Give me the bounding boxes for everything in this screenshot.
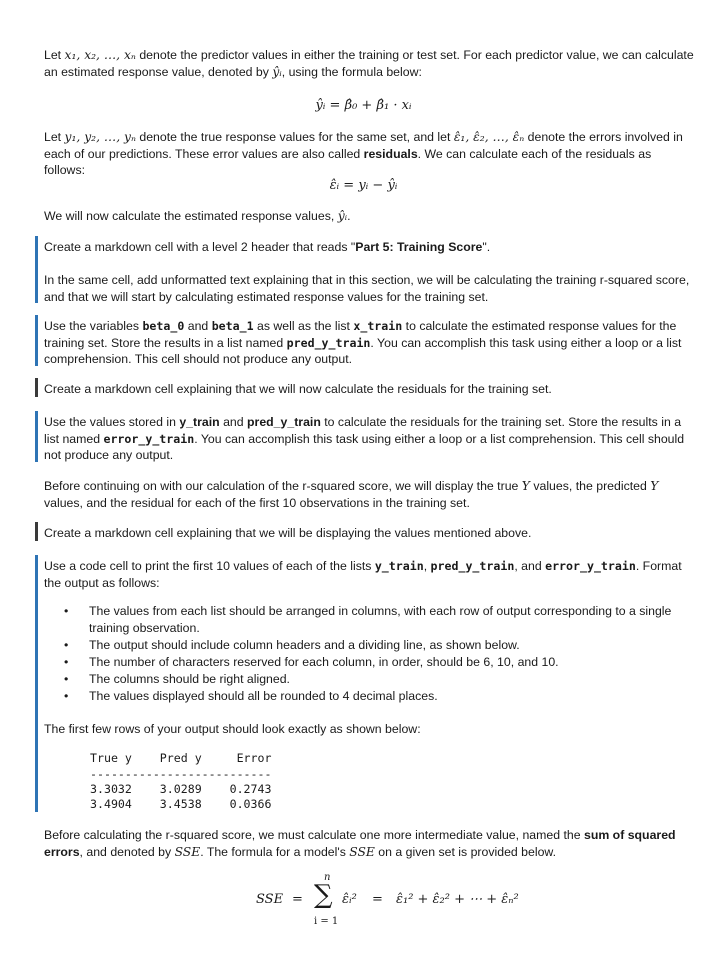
instruction-bar: [35, 522, 38, 541]
equals-sign: =: [292, 892, 303, 907]
sum-expansion: ε̂₁² + ε̂₂² + ⋯ + ε̂ₙ²: [396, 892, 519, 907]
code-output-divider: --------------------------: [90, 767, 272, 781]
list-item: • The output should include column headers and a dividing line, as shown below.: [64, 637, 520, 652]
equation-residual: ε̂ᵢ = yᵢ − ŷᵢ: [329, 178, 398, 193]
sse-lhs: SSE: [256, 892, 284, 907]
summation-symbol: ∑: [314, 880, 333, 910]
equals-sign: =: [372, 892, 383, 907]
paragraph-predictors: Let x₁, x₂, …, xₙ denote the predictor values in either the training or test set. For each predictor value, we can calculate an estimated response value, denoted by ŷᵢ, using the formula below:: [44, 48, 694, 79]
instruction-pred-y-train: Use the variables beta_0 and beta_1 as well as the list x_train to calculate the estimated response values for the training set. Store the results in a list named pred_y_train. You can accomplish this task using either a loop or a list comprehension. This cell should not produce any output.: [44, 319, 682, 366]
list-item: • The columns should be right aligned.: [64, 671, 290, 686]
paragraph-display-intro: Before continuing on with our calculation of the r-squared score, we will display the true Y values, the predicted Y values, and the residual for each of the first 10 observations in the training set.: [44, 479, 659, 510]
paragraph-estimate-intro: We will now calculate the estimated response values, ŷᵢ.: [44, 209, 351, 223]
instruction-unformatted-text: In the same cell, add unformatted text explaining that in this section, we will be calculating the training r-squared score, and that we will start by calculating estimated response values for the training set.: [44, 273, 690, 304]
instruction-error-y-train: Use the values stored in y_train and pred_y_train to calculate the residuals for the training set. Store the results in a list named error_y_train. You can accomplish this task using either a loop or a list comprehension. This cell should not produce any output.: [44, 415, 685, 462]
list-item: • The values displayed should all be rounded to 4 decimal places.: [64, 688, 438, 703]
equation-yhat: ŷᵢ = β̂₀ + β̂₁ · xᵢ: [315, 98, 412, 113]
code-output-header: True y Pred y Error: [90, 751, 272, 765]
paragraph-output-intro: The first few rows of your output should look exactly as shown below:: [44, 722, 421, 736]
sum-lower-limit: i = 1: [314, 916, 339, 927]
instruction-markdown-header: Create a markdown cell with a level 2 header that reads "Part 5: Training Score".: [44, 240, 491, 254]
instruction-bar: [35, 555, 38, 812]
list-item: • The values from each list should be arranged in columns, with each row of output corresponding to a single training observation.: [64, 604, 672, 635]
list-item: • The number of characters reserved for each column, in order, should be 6, 10, and 10.: [64, 654, 559, 669]
instruction-bar: [35, 411, 38, 462]
code-output-row: 3.3032 3.0289 0.2743: [90, 782, 272, 796]
instruction-display-markdown: Create a markdown cell explaining that we will be displaying the values mentioned above.: [44, 526, 532, 540]
sum-term: ε̂ᵢ²: [342, 892, 357, 907]
instruction-bar: [35, 315, 38, 366]
equation-sse: [256, 866, 556, 936]
instruction-residual-markdown: Create a markdown cell explaining that we will now calculate the residuals for the training set.: [44, 382, 552, 396]
instruction-bar: [35, 236, 38, 303]
instruction-print-values: Use a code cell to print the first 10 values of each of the lists y_train, pred_y_train, and error_y_train. Format the output as follows:: [44, 559, 682, 590]
paragraph-sse-intro: Before calculating the r-squared score, we must calculate one more intermediate value, named the sum of squared errors, and denoted by SSE. The formula for a model's SSE on a given set is provided below.: [44, 828, 676, 859]
paragraph-residuals: Let y₁, y₂, …, yₙ denote the true response values for the same set, and let ε̂₁, ε̂₂, …, ε̂ₙ denote the errors involved in each of our predictions. These error values are also called residuals. We can calculate each of the residuals as follows:: [44, 130, 683, 177]
instruction-bar: [35, 378, 38, 397]
sum-upper-limit: n: [324, 872, 331, 883]
code-output-row: 3.4904 3.4538 0.0366: [90, 797, 272, 811]
format-requirements-list: [44, 603, 694, 705]
